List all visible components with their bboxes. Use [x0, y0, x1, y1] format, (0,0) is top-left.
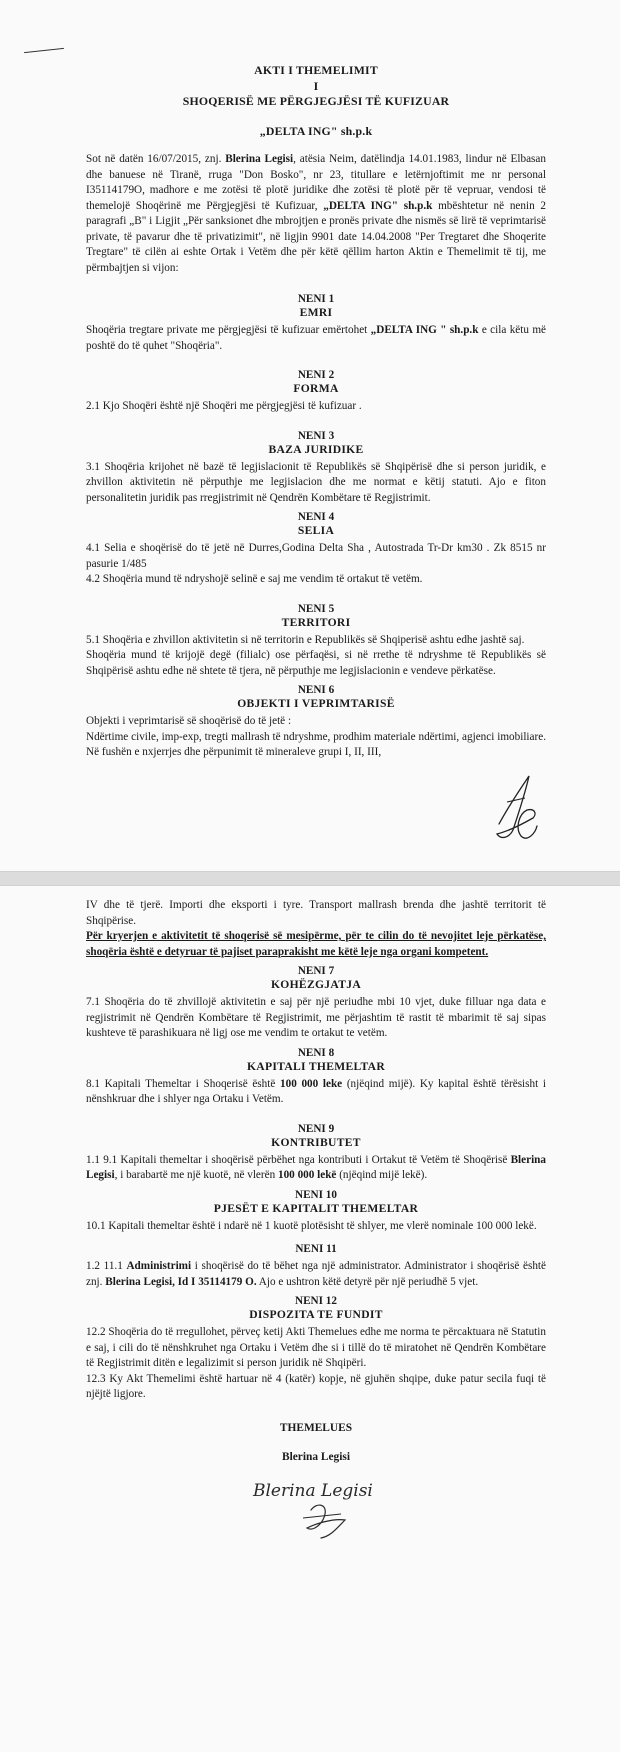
article-3-text: 3.1 Shoqëria krijohet në bazë të legjislacionit të Republikës së Shqipërisë dhe si person juridik, e zhvillon aktivitetin në përputhje me legjislacion dhe me normat e këtij statuti. Ajo e fiton personalitetin juridik pas rregjistrimit në Qendrën Kombëtare të Regjistrimit.: [86, 460, 546, 504]
intro-paragraph: Sot në datën 16/07/2015, znj. Blerina Legisi, atësia Neim, datëlindja 14.01.1983, lindur në Elbasan dhe banuese në Tiranë, rruga "Don Bosko", nr 23, titullare e letërnjoftimit me nr personal I35114179O, madhore e me zotësi të plotë juridike dhe zotësi të plotë për të vepruar, vendosi të themelojë Shoqërinë me Përgjegjësi të Kufizuar, „DELTA ING" sh.p.k mbështetur në nenin 2 paragrafi „B" i Ligjit „Për sanksionet dhe mbrojtjen e pronës private dhe nismës së lirë të veprimtarisë private, të pavarur dhe të privatizimit", në ligjin 9901 date 14.04.2008 "Per Tregtaret dhe Shoqerite Tregtare" të cilën ai eshte Ortak i Vetëm dhe për këtë qëllim harton Aktin e Themelimit të tij, me përmbajtjen si vijon:: [86, 153, 547, 274]
article-6: [86, 683, 546, 761]
svg-text:Blerina Legisi: Blerina Legisi: [253, 1480, 373, 1501]
article-9-heading: NENI 9: [297, 1122, 335, 1135]
article-7: [86, 964, 546, 1042]
article-4-text-1: 4.1 Selia e shoqërisë do të jetë në Durres,Godina Delta Sha , Autostrada Tr-Dr km30 . Zk 8515 nr pasurie 1/485: [86, 542, 546, 570]
article-4-title: SELIA: [297, 524, 335, 537]
article-5-title: TERRITORI: [281, 615, 351, 629]
founder-label: THEMELUES: [279, 1421, 353, 1434]
article-10: [86, 1188, 546, 1235]
article-11: [86, 1242, 546, 1290]
article-4-heading: NENI 4: [297, 511, 335, 523]
article-6-text-3: Për kryerjen e aktivitetit të shoqerisë së mesipërme, për te cilin do të nevojitet leje përkatëse, shoqëria është e detyruar të pajiset paraprakisht me këtë leje nga organi kompetent.: [86, 930, 546, 958]
page-2-content: [86, 898, 546, 1542]
signature-block: [86, 1421, 546, 1542]
article-10-heading: NENI 10: [295, 1188, 337, 1201]
article-8-heading: NENI 8: [297, 1046, 335, 1059]
article-5: [86, 602, 546, 680]
article-8-title: KAPITALI THEMELTAR: [246, 1059, 385, 1073]
deed-title-line-3: SHOQERISË ME PËRGJEGJËSI TË KUFIZUAR: [182, 94, 450, 108]
article-7-title: KOHËZGJATJA: [270, 978, 362, 991]
page-separator: [0, 872, 620, 885]
handwritten-signature: [241, 1470, 391, 1542]
article-1-text: Shoqëria tregtare private me përgjegjësi të kufizuar emërtohet „DELTA ING " sh.p.k e cila këtu më poshtë do të quhet "Shoqëria".: [86, 324, 547, 352]
article-2: [86, 368, 546, 415]
article-1-heading: NENI 1: [297, 293, 335, 305]
article-11-text: 1.2 11.1 Administrimi i shoqërisë do të bëhet nga një administrator. Administrator i shoqërisë është znj. Blerina Legisi, Id I 35114179 O. Ajo e ushtron këtë detyrë për një periudhë 5 vjet.: [86, 1260, 546, 1288]
article-4-text-2: 4.2 Shoqëria mund të ndryshojë selinë e saj me vendim të ortakut të vetëm.: [86, 573, 423, 585]
article-1: [86, 292, 546, 354]
founder-name: Blerina Legisi: [281, 1451, 351, 1463]
article-12-title: DISPOZITA TE FUNDIT: [249, 1308, 383, 1321]
article-9: [86, 1122, 546, 1184]
article-12: [86, 1294, 546, 1403]
deed-title-line-2: I: [313, 78, 319, 93]
article-2-heading: NENI 2: [297, 369, 335, 381]
article-6-text-1: Objekti i veprimtarisë së shoqërisë do të jetë :: [86, 715, 292, 727]
article-6-text-2b: IV dhe të tjerë. Importi dhe eksporti i tyre. Transport mallrash brenda dhe jashtë territorit të Shqipërise.: [86, 899, 546, 927]
article-4: [86, 510, 546, 588]
article-8-text: 8.1 Kapitali Themeltar i Shoqerisë është 100 000 leke (njëqind mijë). Ky kapital është tërësisht i nënshkruar dhe i shlyer nga Ortaku i Vetëm.: [86, 1077, 546, 1105]
company-name: „DELTA ING" sh.p.k: [259, 123, 373, 138]
article-12-heading: NENI 12: [295, 1295, 337, 1307]
article-3-heading: NENI 3: [297, 429, 335, 442]
article-5-text-1: 5.1 Shoqëria e zhvillon aktivitetin si në territorin e Republikës së Shqiperisë ashtu edhe jashtë saj.: [86, 633, 525, 646]
article-1-title: EMRI: [299, 306, 333, 319]
article-2-text: 2.1 Kjo Shoqëri është një Shoqëri me përgjegjësi të kufizuar .: [86, 400, 362, 412]
article-3-title: BAZA JURIDIKE: [268, 442, 364, 456]
article-5-heading: NENI 5: [297, 602, 335, 615]
article-10-title: PJESËT E KAPITALIT THEMELTAR: [213, 1201, 419, 1215]
article-6-heading: NENI 6: [297, 684, 335, 696]
deed-title-line-1: AKTI I THEMELIMIT: [254, 63, 378, 77]
document-page-2: [0, 885, 620, 1752]
article-9-text: 1.1 9.1 Kapitali themeltar i shoqërisë përbëhet nga kontributi i Ortakut të Vetëm të Shoqërisë Blerina Legisi, i barabartë me një kuotë, në vlerën 100 000 lekë (njëqind mijë lekë).: [86, 1153, 546, 1181]
article-9-title: KONTRIBUTET: [271, 1135, 361, 1149]
article-8: [86, 1046, 546, 1108]
page-1-content: [86, 63, 546, 761]
article-2-title: FORMA: [293, 382, 339, 395]
document-page-1: [0, 0, 620, 872]
article-6-title: OBJEKTI I VEPRIMTARISË: [237, 697, 395, 710]
article-11-heading: NENI 11: [295, 1243, 337, 1255]
pen-mark: [24, 48, 64, 53]
article-6-text-2a: Ndërtime civile, imp-exp, tregti mallrash të ndryshme, prodhim materiale ndërtimi, agjenci imobiliare. Në fushën e nxjerrjes dhe përpunimit të mineraleve grupi I, II, III,: [86, 730, 546, 758]
article-5-text-2: Shoqëria mund të krijojë degë (filialc) ose përfaqësi, si në rrethe të ndryshme të Republikës së Shqipërisë ashtu edhe në shtete të tjera, në përputhje me legjislacionin e vendeve përkatëse.: [86, 649, 546, 677]
article-3: [86, 429, 546, 507]
article-7-heading: NENI 7: [297, 965, 335, 977]
article-12-text-1: 12.2 Shoqëria do të rregullohet, përveç ketij Akti Themelues edhe me norma te përcaktuara në Statutin e saj, i cili do të nënshkruhet nga Ortaku i Vetëm dhe si i tillë do të miratohet në Qendrën Kombëtare të Regjistrimit ditën e legalizimit si person juridik në Shqipëri.: [86, 1326, 546, 1369]
initials-signature: [485, 772, 545, 852]
article-7-text: 7.1 Shoqëria do të zhvillojë aktivitetin e saj për një periudhe mbi 10 vjet, duke filluar nga data e regjistrimit në Qendrën Kombëtare të Regjistrimit, me përjashtim të rastit të mbarimit të saj sipas kushteve të parashikuara në ligj ose me vendim te ortakut te vetëm.: [86, 996, 546, 1039]
article-12-text-2: 12.3 Ky Akt Themelimi është hartuar në 4 (katër) kopje, në gjuhën shqipe, duke patur secila fuqi të njëjtë ligjore.: [86, 1372, 546, 1400]
article-10-text: 10.1 Kapitali themeltar është i ndarë në 1 kuotë plotësisht të shlyer, me vlerë nominale 100 000 lekë.: [86, 1219, 537, 1232]
